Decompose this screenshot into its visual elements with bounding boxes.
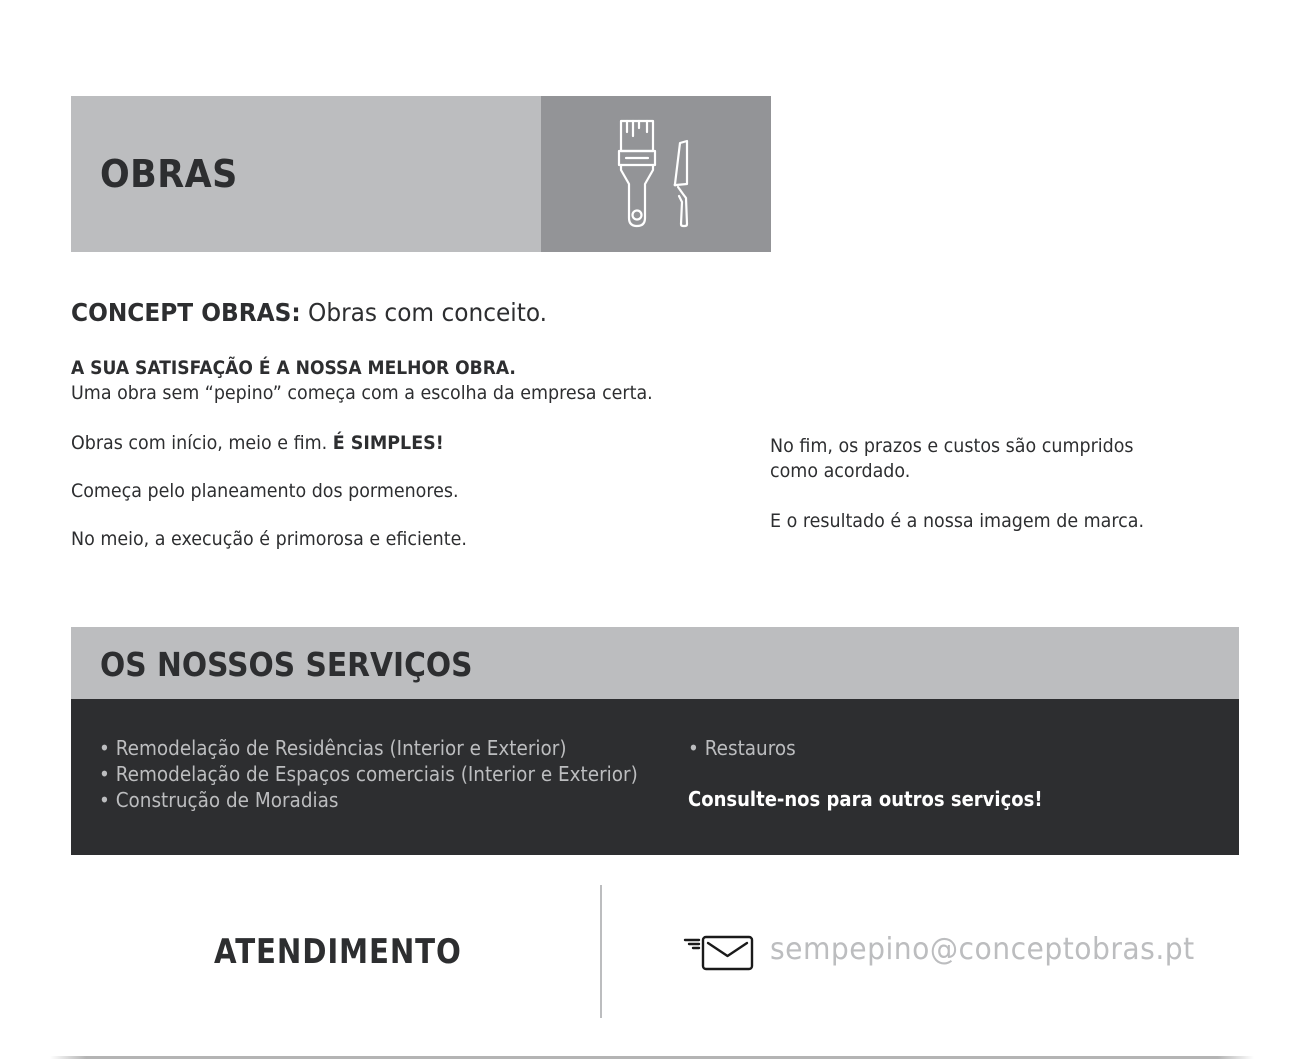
brand-name: CONCEPT OBRAS: — [71, 298, 301, 327]
services-list-col1 — [99, 735, 638, 813]
contact-email-link[interactable]: sempepino@conceptobras.pt — [770, 932, 1195, 967]
service-item: • Construção de Moradias — [99, 788, 339, 812]
services-title: OS NOSSOS SERVIÇOS — [100, 645, 473, 684]
service-item: • Remodelação de Residências (Interior e Exterior) — [99, 736, 567, 760]
service-item: • Remodelação de Espaços comerciais (Interior e Exterior) — [99, 762, 638, 786]
lead-paragraph: Uma obra sem “pepino” começa com a escolha da empresa certa. — [71, 382, 653, 404]
envelope-send-icon — [683, 934, 755, 976]
service-item: • Restauros — [688, 736, 796, 760]
contact-label: ATENDIMENTO — [214, 932, 462, 972]
paragraph-end-line2: como acordado. — [770, 460, 911, 482]
paragraph-start-text: Obras com início, meio e fim. — [71, 432, 333, 454]
page-title: OBRAS — [100, 152, 238, 196]
paragraph-end-line1: No fim, os prazos e custos são cumpridos — [770, 435, 1134, 457]
paragraph-result: E o resultado é a nossa imagem de marca. — [770, 510, 1145, 532]
paragraph-start — [71, 431, 444, 456]
services-cta: Consulte-nos para outros serviços! — [688, 787, 1043, 811]
hero-icon-panel — [541, 96, 771, 252]
paintbrush-and-trowel-icon — [613, 118, 703, 230]
intro-tagline — [71, 298, 547, 327]
tagline-text: Obras com conceito. — [300, 298, 548, 327]
simple-emphasis: É SIMPLES! — [332, 432, 444, 454]
services-header — [71, 627, 1239, 699]
paragraph-execution: No meio, a execução é primorosa e eficiente. — [71, 528, 467, 550]
hero-title-panel — [71, 96, 541, 252]
paragraph-planning: Começa pelo planeamento dos pormenores. — [71, 480, 459, 502]
contact-divider — [600, 885, 602, 1018]
satisfaction-headline: A SUA SATISFAÇÃO É A NOSSA MELHOR OBRA. — [71, 357, 516, 379]
services-list-col2 — [688, 735, 796, 761]
services-panel — [71, 699, 1239, 855]
